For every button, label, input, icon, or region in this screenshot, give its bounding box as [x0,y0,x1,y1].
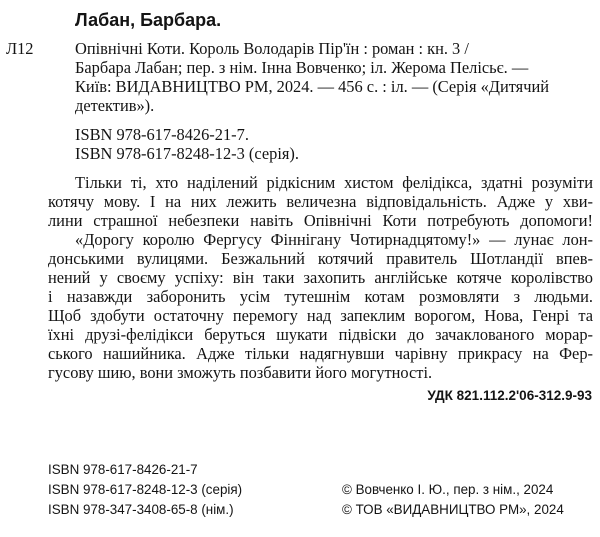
annotation-line: гусову шию, вони зможуть позбавити його могутності. [48,363,433,382]
author-heading: Лабан, Барбара. [75,10,222,30]
index-mark: Л12 [6,39,34,58]
biblio-line: Барбара Лабан; пер. з нім. Інна Вовченко; іл. Жерома Пелісьє. — [75,58,529,77]
isbn-line: ISBN 978-617-8248-12-3 (серія). [75,144,299,163]
footer-isbn: ISBN 978-347-3408-65-8 (нім.) [48,502,234,517]
biblio-line: детектив»). [75,96,155,115]
annotation-line: Тільки ті, хто наділений рідкісним хистом фелідікса, здатні розуміти [75,173,593,192]
annotation-line: Щоб здобути остаточну перемогу над запеклим ворогом, Нова, Генрі та [48,306,593,325]
isbn-line: ISBN 978-617-8426-21-7. [75,125,249,144]
footer-isbn: ISBN 978-617-8248-12-3 (серія) [48,482,243,497]
annotation-line: котячу мову. І на них лежить величезна відповідальність. Адже у хви- [48,192,593,211]
biblio-line: Опівнічні Коти. Король Володарів Пір'їн : роман : кн. 3 / [75,39,469,58]
footer-isbn: ISBN 978-617-8426-21-7 [48,462,198,477]
annotation-line: і назавжди заборонить усім тутешнім котам розмовляти з людьми. [48,287,593,306]
copyright-line: © Вовченко І. Ю., пер. з нім., 2024 [342,482,554,497]
annotation-line: лини страшної небезпеки навіть Опівнічні Коти потребують допомоги! [48,211,593,230]
annotation-line: ського нашийника. Адже тільки надягнувши чарівну прикрасу на Фер- [48,344,593,363]
biblio-line: Київ: ВИДАВНИЦТВО РМ, 2024. — 456 с. : іл. — (Серія «Дитячий [75,77,549,96]
copyright-line: © ТОВ «ВИДАВНИЦТВО РМ», 2024 [342,502,564,517]
annotation-line: донськими вулицями. Безжальний котячий правитель Шотландії впев- [48,249,593,268]
annotation-line: нений у своєму успіху: він таки захопить англійське котяче королівство [48,268,593,287]
annotation-line: їхні друзі-фелідікси беруться шукати підвіски до зачаклованого морар- [48,325,593,344]
udk-code: УДК 821.112.2'06-312.9-93 [427,388,592,403]
annotation-line: «Дорогу королю Фергусу Фіннігану Чотирнадцятому!» — лунає лон- [75,230,593,249]
